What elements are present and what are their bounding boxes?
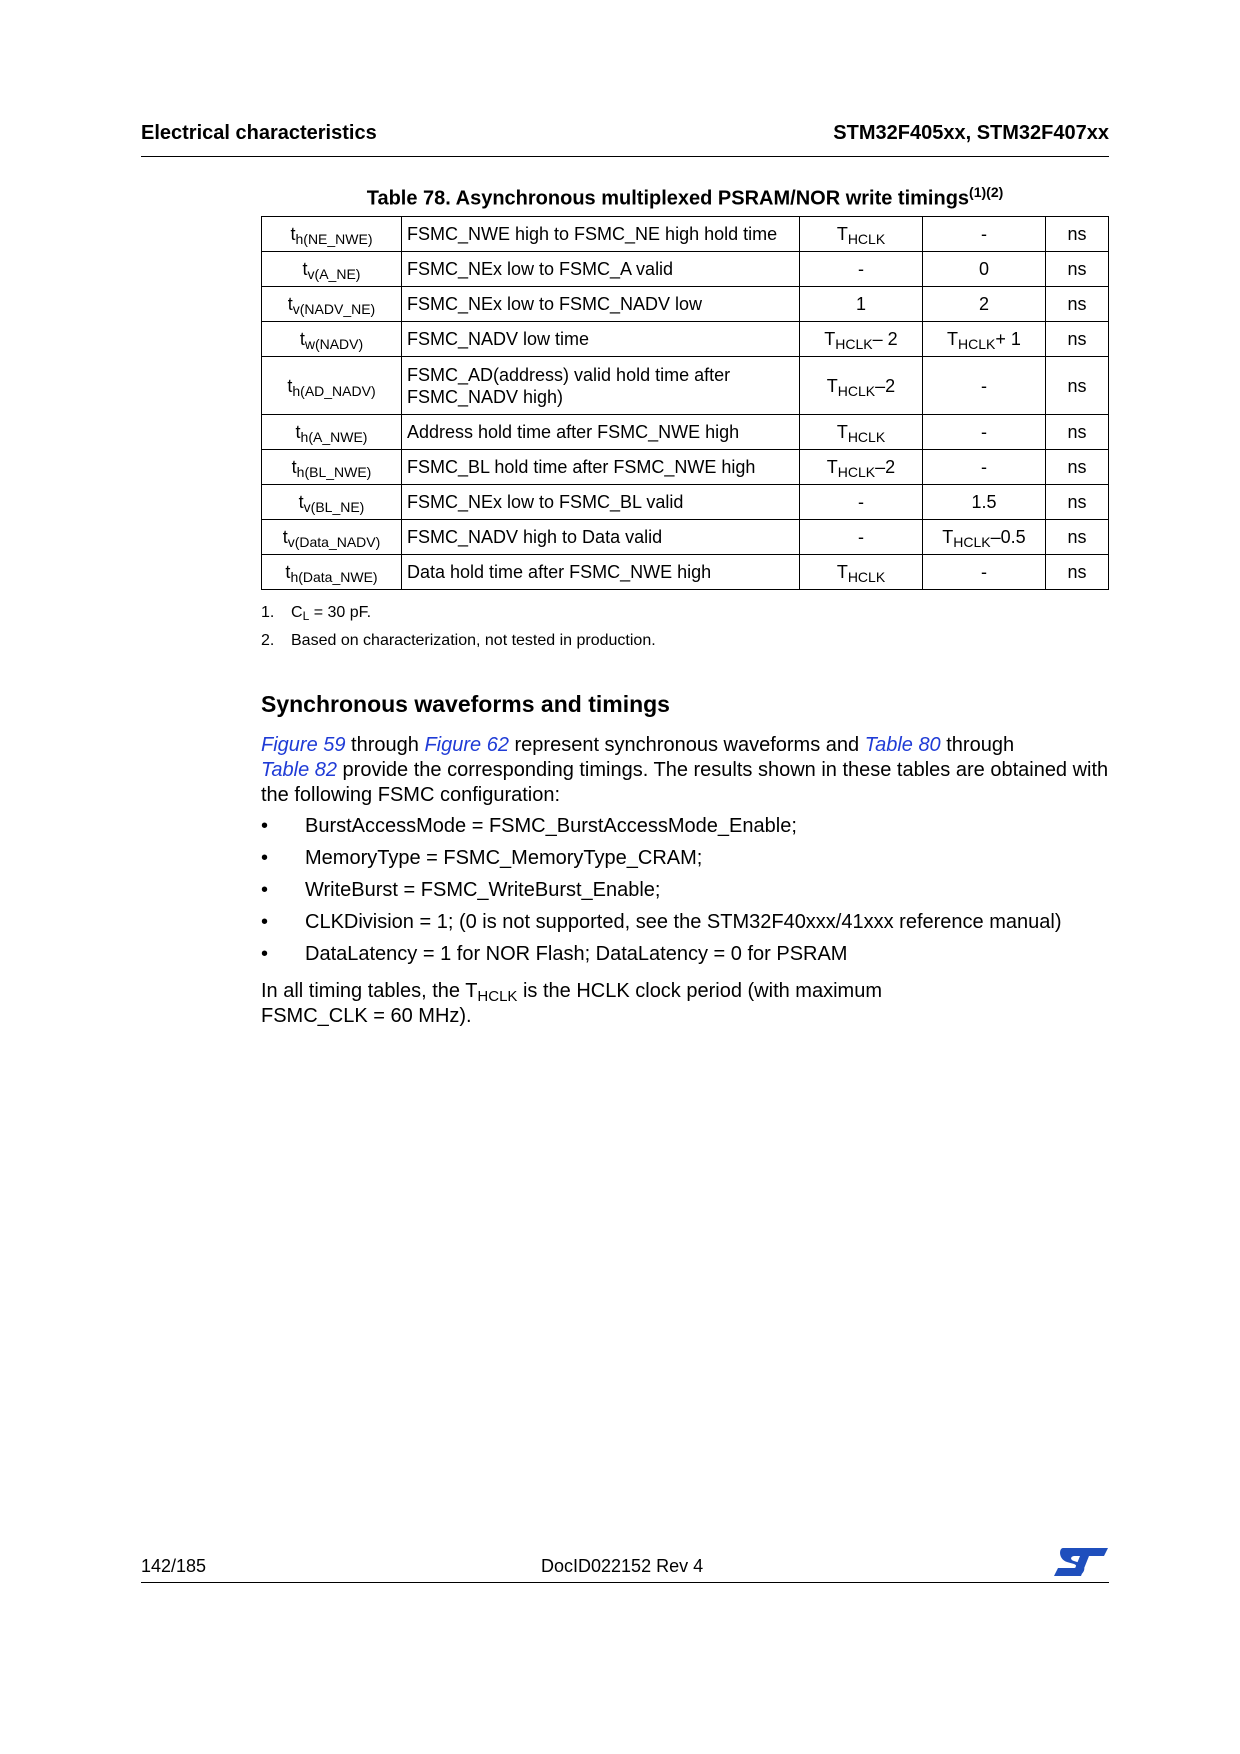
symbol-cell: $t_{h(Data\_NWE)}$ bbox=[262, 555, 402, 590]
unit-cell: ns bbox=[1046, 287, 1109, 322]
parameter-cell: FSMC_NADV high to Data valid bbox=[402, 520, 800, 555]
table-row bbox=[262, 322, 1109, 357]
min-cell: - bbox=[800, 485, 923, 520]
note-text: Based on characterization, not tested in production. bbox=[291, 632, 656, 649]
table-row bbox=[262, 217, 1109, 252]
table-row bbox=[262, 287, 1109, 322]
list-item: • WriteBurst = FSMC_WriteBurst_Enable; bbox=[261, 879, 661, 901]
min-cell: $T_{HCLK}$ bbox=[800, 555, 923, 590]
intro-paragraph: Figure 59 through Figure 62 represent synchronous waveforms and Table 80 through Table 82 provide the corresponding timings. The results shown in these tables are obtained with the following FSMC configuration: bbox=[261, 734, 1109, 806]
min-cell: 1 bbox=[800, 287, 923, 322]
page-footer bbox=[141, 1552, 1109, 1583]
parameter-cell: FSMC_BL hold time after FSMC_NWE high bbox=[402, 450, 800, 485]
unit-cell: ns bbox=[1046, 555, 1109, 590]
table-row bbox=[262, 415, 1109, 450]
min-cell: $T_{HCLK}$ bbox=[800, 415, 923, 450]
table-row bbox=[262, 555, 1109, 590]
symbol-cell: $t_{h(BL\_NWE)}$ bbox=[262, 450, 402, 485]
st-logo-icon bbox=[1053, 1546, 1109, 1583]
note-text: $C_L = 30$ pF. bbox=[291, 604, 372, 623]
list-item: • CLKDivision = 1; (0 is not supported, see the STM32F40xxx/41xxx reference manual) bbox=[261, 911, 1062, 933]
table-row bbox=[262, 520, 1109, 555]
min-cell: $T_{HCLK}$ bbox=[800, 217, 923, 252]
symbol-cell: $t_{h(AD\_NADV)}$ bbox=[262, 357, 402, 415]
bullet-icon: • bbox=[261, 911, 269, 933]
parameter-cell: Data hold time after FSMC_NWE high bbox=[402, 555, 800, 590]
unit-cell: ns bbox=[1046, 252, 1109, 287]
table-row bbox=[262, 252, 1109, 287]
max-cell: - bbox=[923, 555, 1046, 590]
table-row bbox=[262, 450, 1109, 485]
min-cell: $T_{HCLK}-2$ bbox=[800, 357, 923, 415]
table-caption-refs: (1)(2) bbox=[969, 184, 1004, 200]
unit-cell: ns bbox=[1046, 357, 1109, 415]
unit-cell: ns bbox=[1046, 485, 1109, 520]
max-cell: 2 bbox=[923, 287, 1046, 322]
parameter-cell: Address hold time after FSMC_NWE high bbox=[402, 415, 800, 450]
table-80-link[interactable]: Table 80 bbox=[864, 734, 941, 756]
max-cell: - bbox=[923, 450, 1046, 485]
section-heading: Synchronous waveforms and timings bbox=[261, 691, 670, 717]
unit-cell: ns bbox=[1046, 217, 1109, 252]
timing-table bbox=[261, 216, 1109, 590]
document-id: DocID022152 Rev 4 bbox=[541, 1556, 704, 1576]
symbol-cell: $t_{h(A\_NWE)}$ bbox=[262, 415, 402, 450]
figure-62-link[interactable]: Figure 62 bbox=[424, 734, 509, 756]
header-section-title: Electrical characteristics bbox=[141, 122, 377, 144]
note-number: 2. bbox=[261, 632, 275, 649]
max-cell: - bbox=[923, 415, 1046, 450]
header-product-name: STM32F405xx, STM32F407xx bbox=[833, 122, 1109, 144]
page-header bbox=[141, 120, 1109, 157]
config-bullet-list bbox=[261, 814, 1109, 974]
min-cell: $T_{HCLK}-$ 2 bbox=[800, 322, 923, 357]
max-cell: - bbox=[923, 357, 1046, 415]
table-82-link[interactable]: Table 82 bbox=[261, 759, 337, 781]
max-cell: - bbox=[923, 217, 1046, 252]
symbol-cell: $t_{v(Data\_NADV)}$ bbox=[262, 520, 402, 555]
symbol-cell: $t_{v(BL\_NE)}$ bbox=[262, 485, 402, 520]
min-cell: - bbox=[800, 252, 923, 287]
list-item: • DataLatency = 1 for NOR Flash; DataLatency = 0 for PSRAM bbox=[261, 943, 848, 965]
min-cell: $T_{HCLK}-2$ bbox=[800, 450, 923, 485]
bullet-icon: • bbox=[261, 943, 269, 965]
symbol-cell: $t_{v(NADV\_NE)}$ bbox=[262, 287, 402, 322]
table-row bbox=[262, 485, 1109, 520]
page-number: 142/185 bbox=[141, 1556, 207, 1576]
parameter-cell: FSMC_NEx low to FSMC_NADV low bbox=[402, 287, 800, 322]
parameter-cell: FSMC_NADV low time bbox=[402, 322, 800, 357]
max-cell: 0 bbox=[923, 252, 1046, 287]
parameter-cell: FSMC_NEx low to FSMC_A valid bbox=[402, 252, 800, 287]
timing-note-paragraph: In all timing tables, the $T_{HCLK}$ is the HCLK clock period (with maximum FSMC_CLK = 60 MHz). bbox=[261, 980, 882, 1027]
unit-cell: ns bbox=[1046, 520, 1109, 555]
parameter-cell: FSMC_NEx low to FSMC_BL valid bbox=[402, 485, 800, 520]
parameter-cell: FSMC_NWE high to FSMC_NE high hold time bbox=[402, 217, 800, 252]
parameter-cell: FSMC_AD(address) valid hold time after FSMC_NADV high) bbox=[402, 357, 800, 415]
bullet-icon: • bbox=[261, 847, 269, 869]
list-item: • BurstAccessMode = FSMC_BurstAccessMode_Enable; bbox=[261, 815, 797, 837]
max-cell: $T_{HCLK}-0.5$ bbox=[923, 520, 1046, 555]
note-number: 1. bbox=[261, 604, 275, 621]
table-caption bbox=[261, 184, 1109, 211]
unit-cell: ns bbox=[1046, 322, 1109, 357]
figure-59-link[interactable]: Figure 59 bbox=[261, 734, 346, 756]
list-item: • MemoryType = FSMC_MemoryType_CRAM; bbox=[261, 847, 703, 869]
symbol-cell: $t_{h(NE\_NWE)}$ bbox=[262, 217, 402, 252]
table-row bbox=[262, 357, 1109, 415]
table-caption-text: Table 78. Asynchronous multiplexed PSRAM/NOR write timings bbox=[366, 187, 970, 210]
unit-cell: ns bbox=[1046, 450, 1109, 485]
symbol-cell: $t_{w(NADV)}$ bbox=[262, 322, 402, 357]
max-cell: 1.5 bbox=[923, 485, 1046, 520]
min-cell: - bbox=[800, 520, 923, 555]
bullet-icon: • bbox=[261, 879, 269, 901]
unit-cell: ns bbox=[1046, 415, 1109, 450]
max-cell: $T_{HCLK}+ 1$ bbox=[923, 322, 1046, 357]
symbol-cell: $t_{v(A\_NE)}$ bbox=[262, 252, 402, 287]
bullet-icon: • bbox=[261, 815, 269, 837]
